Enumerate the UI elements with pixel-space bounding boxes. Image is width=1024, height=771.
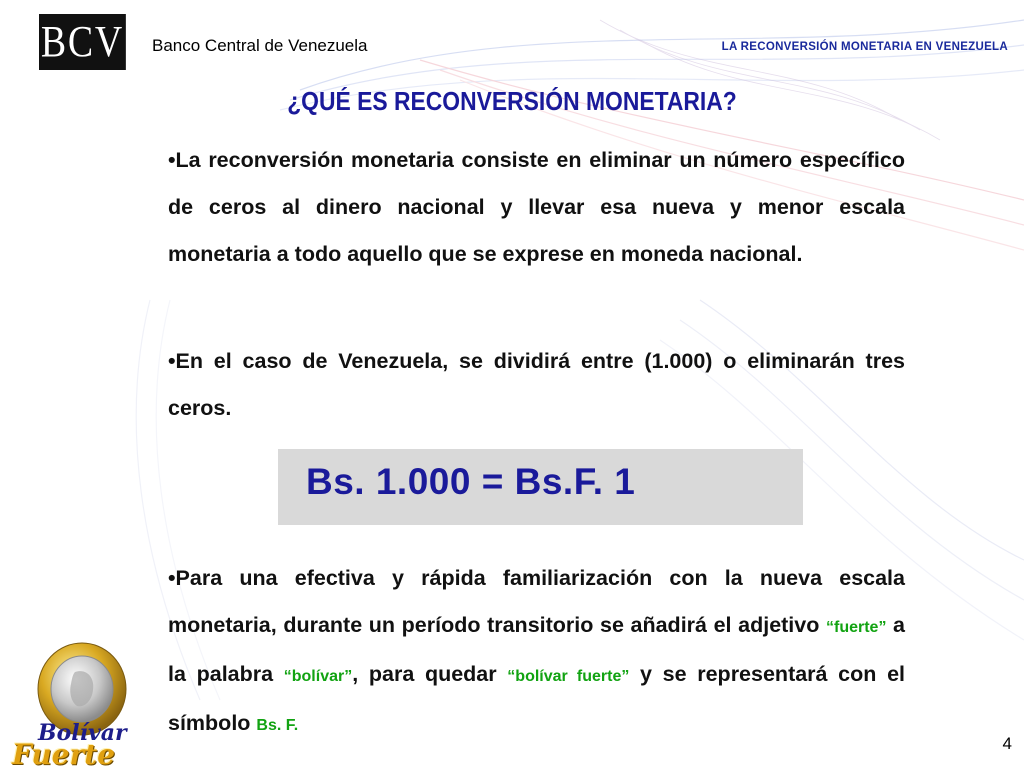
bullet-text: Para una efectiva y rápida familiarización con la nueva escala monetaria, durante un período transitorio se añadirá el adjetivo xyxy=(168,566,905,637)
term-bolivar-fuerte: “bolívar fuerte” xyxy=(507,668,630,685)
fuerte-brand-text: Fuerte xyxy=(12,738,116,771)
term-fuerte: “fuerte” xyxy=(825,619,887,636)
bullet-text: La reconversión monetaria consiste en eliminar un número específico de ceros al dinero nacional y llevar esa nueva y menor escala monetaria a todo aquello que se exprese en moneda nacional. xyxy=(168,148,905,266)
bullet-reconversion-definition xyxy=(168,137,905,278)
section-title: LA RECONVERSIÓN MONETARIA EN VENEZUELA xyxy=(721,41,1008,53)
equation-text: Bs. 1.000 = Bs.F. 1 xyxy=(306,461,636,502)
bullet-text: y se representará con el símbolo xyxy=(168,662,905,735)
bank-name: Banco Central de Venezuela xyxy=(152,36,368,55)
page-number: 4 xyxy=(1002,734,1012,753)
equation-box xyxy=(278,449,803,525)
bullet-text: En el caso de Venezuela, se dividirá entre (1.000) o eliminarán tres ceros. xyxy=(168,349,905,420)
bullet-text: a la palabra xyxy=(168,613,905,686)
bullet-venezuela-case xyxy=(168,338,905,432)
bullet-marker: • xyxy=(168,566,176,590)
term-symbol: Bs. F. xyxy=(256,717,299,734)
bullet-marker: • xyxy=(168,349,176,373)
bullet-fuerte-adjective xyxy=(168,555,905,749)
bullet-text: , para quedar xyxy=(352,662,508,686)
bolivar-brand-text: Bolívar xyxy=(38,720,127,746)
slide-title: ¿QUÉ ES RECONVERSIÓN MONETARIA? xyxy=(287,86,737,116)
bullet-marker: • xyxy=(168,148,176,172)
bcv-logo: BCV xyxy=(39,14,126,70)
term-bolivar: “bolívar” xyxy=(283,668,353,685)
